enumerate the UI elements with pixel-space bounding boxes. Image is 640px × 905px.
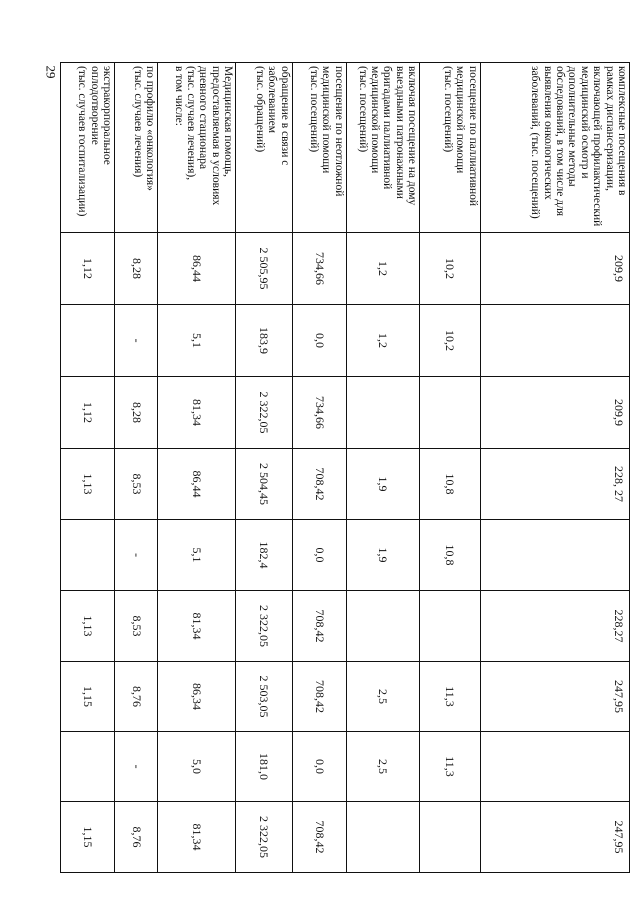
table-cell: 8,76 [115,802,158,873]
row-label-line: экстракорпоральное [101,66,114,165]
row-label-line: (тыс. посещений) [307,66,320,153]
table-cell [61,732,115,802]
table-cell [61,520,115,591]
row-label-line: медицинской помощи [368,66,381,174]
table-cell: 10,8 [420,520,481,591]
table-cell: 0,0 [292,732,346,802]
row-label-line: дневного стационара [197,66,210,170]
row-label-line: Медицинская помощь, [222,66,235,177]
row-label-line: бригадами паллиативной [381,66,394,190]
table-cell: 5,0 [158,732,236,802]
table-cell: 708,42 [292,591,346,662]
row-label-line: обследований, в том числе для [553,66,566,217]
row-label-line: (тыс. случаев госпитализации) [76,66,89,217]
row-label [292,63,346,233]
table-cell: - [115,305,158,377]
table-cell: 2 505,95 [236,233,292,305]
table-cell: 1,15 [61,662,115,732]
row-label [346,63,420,233]
table-cell: 1,13 [61,449,115,520]
row-label [236,63,292,233]
table-cell: 1,2 [346,233,420,305]
table-cell: 1,13 [61,591,115,662]
table-cell: 734,66 [292,377,346,449]
table-cell: 81,34 [158,591,236,662]
table-cell: 1,15 [61,802,115,873]
row-label-line: (тыс. обращений) [253,66,266,153]
table-cell: 228, 27 [480,449,629,520]
table-cell: 8,76 [115,662,158,732]
table-row [158,63,236,873]
table-cell [61,305,115,377]
table-cell: 5,1 [158,305,236,377]
row-label-line: посещение по неотложной [332,66,345,197]
data-table [60,62,630,872]
row-label-line: по профилю «онкология» [144,66,157,191]
table-cell [480,520,629,591]
row-label [115,63,158,233]
table-cell: 8,53 [115,449,158,520]
table-cell: 247,95 [480,802,629,873]
row-label-line: рамках диспансеризации, [603,66,616,192]
table-cell: 86,44 [158,233,236,305]
row-label-line: предоставляемая в условиях [209,66,222,206]
table-cell: 2 504,45 [236,449,292,520]
table-cell: 247,95 [480,662,629,732]
row-label [61,63,115,233]
table-cell: 81,34 [158,377,236,449]
row-label-line: заболеванием [266,66,279,134]
table-row [236,63,292,873]
row-label-line: включающей профилактический [591,66,604,227]
table-row [292,63,346,873]
table-cell: 8,28 [115,233,158,305]
table-cell: 209,9 [480,377,629,449]
table-cell: - [115,732,158,802]
page-number: 29 [43,65,59,79]
table-cell [346,802,420,873]
table-cell: 86,34 [158,662,236,732]
row-label-line: посещение по паллиативной [466,66,479,207]
table-cell: 2 322,05 [236,377,292,449]
row-label [158,63,236,233]
table-cell: 10,2 [420,305,481,377]
table-cell: 2,5 [346,732,420,802]
table-cell: 2 503,05 [236,662,292,732]
table-cell: 708,42 [292,802,346,873]
table-cell: 1,12 [61,377,115,449]
table-row [115,63,158,873]
table-cell: 86,44 [158,449,236,520]
row-label-line: (тыс. посещений) [441,66,454,153]
table-cell: 1,9 [346,449,420,520]
table-cell: 11,3 [420,732,481,802]
row-label-line: (тыс. случаев лечения) [132,66,144,178]
row-label-line: медицинский осмотр и [578,66,591,179]
table-cell: 8,53 [115,591,158,662]
table-cell [420,377,481,449]
table-cell: 2 322,05 [236,802,292,873]
table-cell: 228,27 [480,591,629,662]
row-label-line: выявления онкологических [541,66,554,200]
table-cell: 183,9 [236,305,292,377]
table-cell: 5,1 [158,520,236,591]
table-row [480,63,629,873]
table-cell: 10,2 [420,233,481,305]
row-label [420,63,481,233]
table-cell [420,802,481,873]
row-label-line: заболеваний, (тыс. посещений) [529,66,542,219]
table-cell: 708,42 [292,662,346,732]
table-cell [480,305,629,377]
table-row [61,63,115,873]
table-cell: 8,28 [115,377,158,449]
table-row [346,63,420,873]
table-cell: 708,42 [292,449,346,520]
row-label-line: обращение в связи с [278,66,291,166]
table-cell: 182,4 [236,520,292,591]
table-cell [346,591,420,662]
row-label-line: комплексные посещения в [616,66,628,196]
row-label-line: оплодотворение [88,66,101,145]
table-cell: 734,66 [292,233,346,305]
row-label-line: дополнительные методы [566,66,579,187]
row-label-line: включая посещение на дому [406,66,419,206]
table-cell: 2,5 [346,662,420,732]
table-cell: 0,0 [292,520,346,591]
table-cell: 10,8 [420,449,481,520]
row-label [480,63,629,233]
row-label-line: в том числе: [172,66,185,126]
table-cell [346,377,420,449]
table-cell: 11,3 [420,662,481,732]
row-label-line: (тыс. посещений) [356,66,369,153]
row-label-line: (тыс. случаев лечения), [185,66,198,181]
table-cell: - [115,520,158,591]
table-cell: 1,2 [346,305,420,377]
row-label-line: выездными патронажными [393,66,406,199]
table-cell: 1,12 [61,233,115,305]
row-label-line: медицинской помощи [454,66,467,174]
table-row [420,63,481,873]
table-cell: 1,9 [346,520,420,591]
table-cell: 181,0 [236,732,292,802]
row-label-line: медицинской помощи [320,66,333,174]
table-cell: 209,9 [480,233,629,305]
table-cell [480,732,629,802]
table-cell: 2 322,05 [236,591,292,662]
table-cell: 81,34 [158,802,236,873]
table-cell [420,591,481,662]
table-cell: 0,0 [292,305,346,377]
